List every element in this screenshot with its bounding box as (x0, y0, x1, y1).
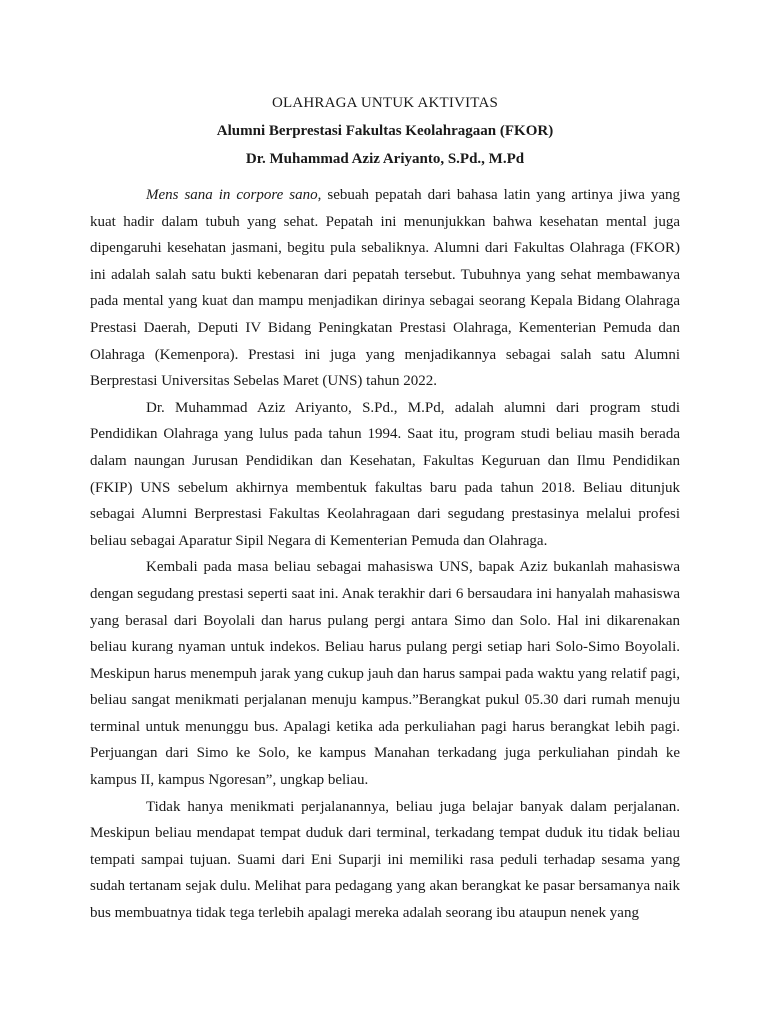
paragraph-3: Kembali pada masa beliau sebagai mahasiswa UNS, bapak Aziz bukanlah mahasiswa dengan segudang prestasi seperti saat ini. Anak terakhir dari 6 bersaudara ini hanyalah mahasiswa yang berasal dari Boyolali dan harus pulang pergi antara Simo dan Solo. Hal ini dikarenakan beliau kurang nyaman untuk indekos. Beliau harus pulang pergi setiap hari Solo-Simo Boyolali. Meskipun harus menempuh jarak yang cukup jauh dan harus sampai pada waktu yang relatif pagi, beliau sangat menikmati perjalanan menuju kampus.”Berangkat pukul 05.30 dari rumah menuju terminal untuk menunggu bus. Apalagi ketika ada perkuliahan pagi harus berangkat lebih pagi. Perjuangan dari Simo ke Solo, ke kampus Manahan terkadang juga perkuliahan pindah ke kampus II, kampus Ngoresan”, ungkap beliau. (90, 559, 680, 789)
document-title: OLAHRAGA UNTUK AKTIVITAS (271, 95, 499, 111)
document-body (90, 182, 680, 927)
document-subtitle: Alumni Berprestasi Fakultas Keolahragaan (FKOR) (216, 123, 554, 139)
paragraph-1 (90, 182, 680, 395)
document-author: Dr. Muhammad Aziz Ariyanto, S.Pd., M.Pd (245, 151, 525, 167)
paragraph-4: Tidak hanya menikmati perjalanannya, beliau juga belajar banyak dalam perjalanan. Meskipun beliau mendapat tempat duduk dari terminal, terkadang tempat duduk itu tidak beliau tempati sampai tujuan. Suami dari Eni Suparji ini memiliki rasa peduli terhadap sesama yang sudah tertanam sejak dulu. Melihat para pedagang yang akan berangkat ke pasar bersamanya naik bus membuatnya tidak tega terlebih apalagi mereka adalah seorang ibu ataupun nenek yang (90, 798, 680, 922)
paragraph-2: Dr. Muhammad Aziz Ariyanto, S.Pd., M.Pd, adalah alumni dari program studi Pendidikan Olahraga yang lulus pada tahun 1994. Saat itu, program studi beliau masih berada dalam naungan Jurusan Pendidikan dan Kesehatan, Fakultas Keguruan dan Ilmu Pendidikan (FKIP) UNS sebelum akhirnya membentuk fakultas baru pada tahun 2018. Beliau ditunjuk sebagai Alumni Berprestasi Fakultas Keolahragaan dari segudang prestasinya melalui profesi beliau sebagai Aparatur Sipil Negara di Kementerian Pemuda dan Olahraga. (90, 399, 680, 549)
latin-proverb: Mens sana in corpore sano (146, 187, 318, 203)
paragraph-1-text: , sebuah pepatah dari bahasa latin yang artinya jiwa yang kuat hadir dalam tubuh yang sehat. Pepatah ini menunjukkan bahwa kesehatan mental juga dipengaruhi kesehatan jasmani, begitu pula sebaliknya. Alumni dari Fakultas Olahraga (FKOR) ini adalah salah satu bukti kebenaran dari pepatah tersebut. Tubuhnya yang sehat membawanya pada mental yang kuat dan mampu menjadikan dirinya sebagai seorang Kepala Bidang Olahraga Prestasi Daerah, Deputi IV Bidang Peningkatan Prestasi Olahraga, Kementerian Pemuda dan Olahraga (Kemenpora). Prestasi ini juga yang menjadikannya sebagai salah satu Alumni Berprestasi Universitas Sebelas Maret (UNS) tahun 2022. (90, 187, 680, 390)
